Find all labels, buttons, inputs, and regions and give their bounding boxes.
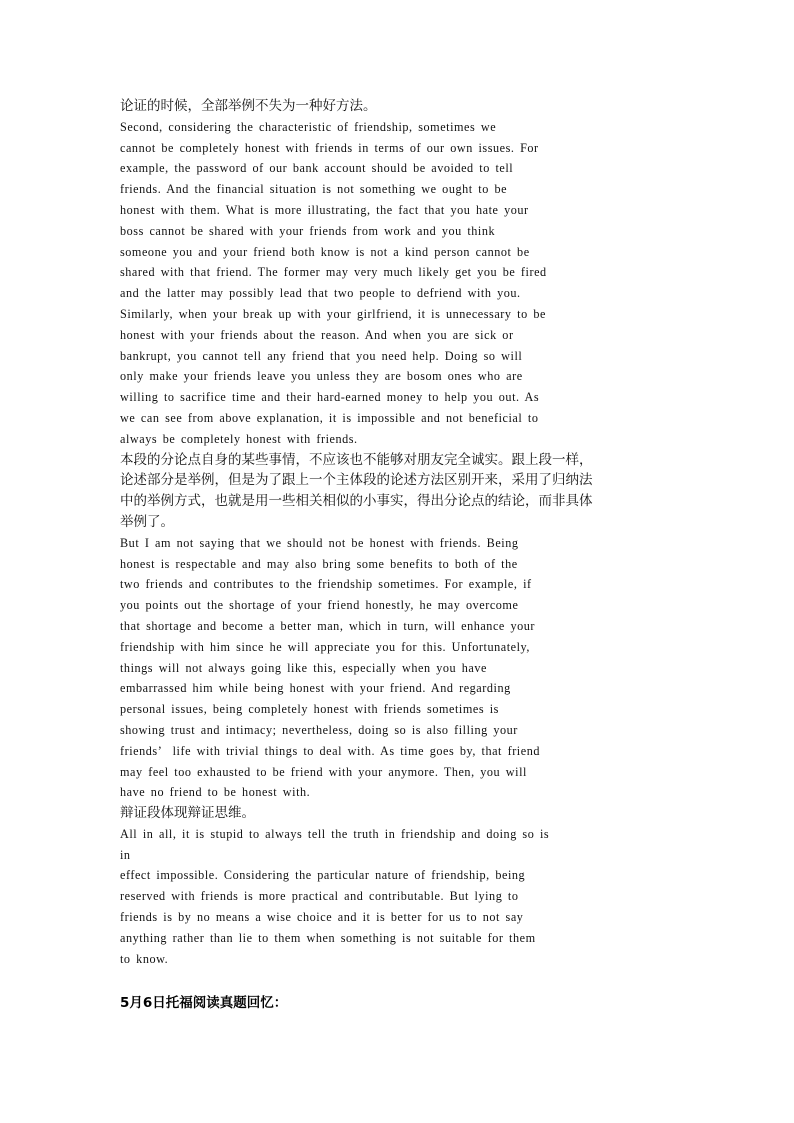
essay-line: that shortage and become a better man, which in turn, will enhance your	[120, 618, 536, 633]
essay-line: honest with your friends about the reason. And when you are sick or	[120, 327, 514, 342]
essay-line: honest is respectable and may also bring some benefits to both of the	[120, 556, 518, 571]
essay-line: and the latter may possibly lead that two people to defriend with you.	[120, 286, 521, 301]
essay-line: to know.	[120, 951, 169, 966]
essay-line: example, the password of our bank account should be avoided to tell	[120, 161, 514, 176]
document-page	[120, 96, 720, 1015]
essay-line: friends. And the financial situation is not something we ought to be	[120, 182, 508, 197]
essay-line: only make your friends leave you unless they are bosom ones who are	[120, 369, 523, 384]
essay-line: we can see from above explanation, it is impossible and not beneficial to	[120, 410, 539, 425]
essay-line: in	[120, 847, 131, 862]
essay-line: embarrassed him while being honest with your friend. And regarding	[120, 681, 511, 696]
essay-line: friends’ life with trivial things to deal with. As time goes by, that friend	[120, 743, 540, 758]
essay-line: someone you and your friend both know is not a kind person cannot be	[120, 244, 530, 259]
essay-line: Similarly, when your break up with your girlfriend, it is unnecessary to be	[120, 306, 546, 321]
commentary-line: 中的举例方式，也就是用一些相关相似的小事实，得出分论点的结论，而非具体	[120, 493, 593, 510]
essay-line: two friends and contributes to the friendship sometimes. For example, if	[120, 577, 532, 592]
essay-line: honest with them. What is more illustrating, the fact that you hate your	[120, 202, 529, 217]
essay-line: Second, considering the characteristic of friendship, sometimes we	[120, 119, 497, 134]
section-heading: 5月6日托福阅读真题回忆：	[120, 995, 288, 1012]
essay-line: personal issues, being completely honest with friends sometimes is	[120, 702, 499, 717]
essay-line: have no friend to be honest with.	[120, 785, 311, 800]
essay-line: may feel too exhausted to be friend with your anymore. Then, you will	[120, 764, 527, 779]
commentary-line: 举例了。	[120, 513, 174, 530]
essay-line: bankrupt, you cannot tell any friend that you need help. Doing so will	[120, 348, 523, 363]
essay-line: reserved with friends is more practical and contributable. But lying to	[120, 889, 519, 904]
essay-line: things will not always going like this, especially when you have	[120, 660, 487, 675]
essay-line: boss cannot be shared with your friends from work and you think	[120, 223, 496, 238]
essay-line: willing to sacrifice time and their hard-earned money to help you out. As	[120, 390, 540, 405]
essay-line: friendship with him since he will appreciate you for this. Unfortunately,	[120, 639, 530, 654]
commentary-line: 论述部分是举例，但是为了跟上一个主体段的论述方法区别开来，采用了归纳法	[120, 472, 593, 489]
essay-line: showing trust and intimacy; nevertheless, doing so is also filling your	[120, 722, 518, 737]
essay-line: anything rather than lie to them when something is not suitable for them	[120, 930, 536, 945]
essay-line: effect impossible. Considering the particular nature of friendship, being	[120, 868, 526, 883]
commentary-line: 本段的分论点自身的某些事情，不应该也不能够对朋友完全诚实。跟上段一样，	[120, 451, 593, 468]
essay-line: cannot be completely honest with friends in terms of our own issues. For	[120, 140, 539, 155]
essay-line: you points out the shortage of your friend honestly, he may overcome	[120, 598, 519, 613]
essay-line: All in all, it is stupid to always tell the truth in friendship and doing so is	[120, 826, 550, 841]
essay-line: always be completely honest with friends.	[120, 431, 358, 446]
essay-line: friends is by no means a wise choice and it is better for us to not say	[120, 910, 524, 925]
essay-line: But I am not saying that we should not be honest with friends. Being	[120, 535, 519, 550]
commentary-line: 辩证段体现辩证思维。	[120, 805, 255, 822]
essay-line: shared with that friend. The former may very much likely get you be fired	[120, 265, 547, 280]
commentary-line: 论证的时候，全部举例不失为一种好方法。	[120, 98, 377, 114]
